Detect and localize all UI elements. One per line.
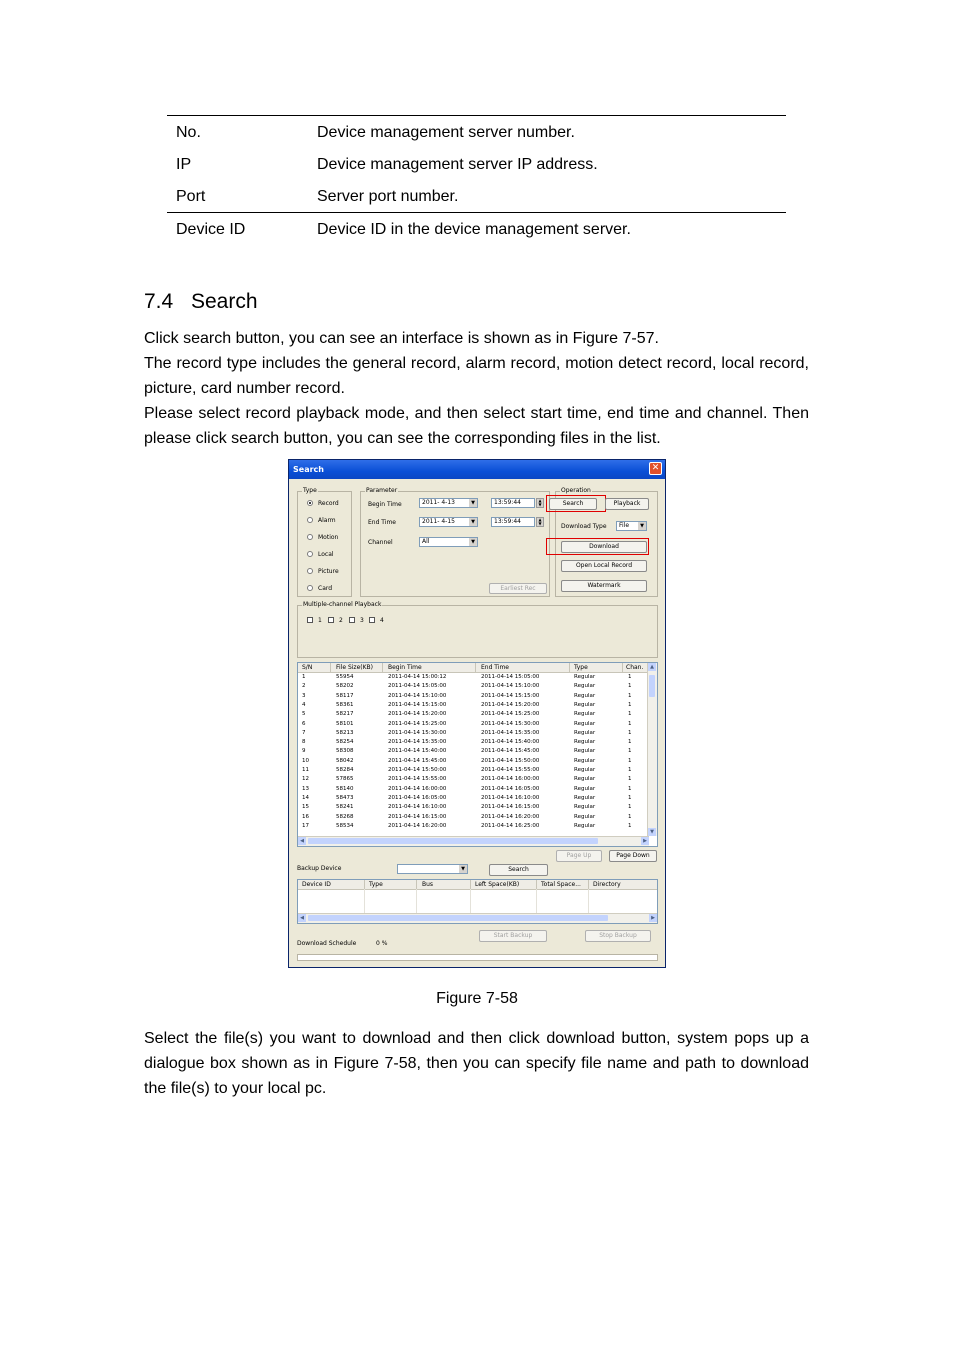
parameter-group-label: Parameter xyxy=(366,487,398,494)
table-cell: 13 xyxy=(302,785,309,792)
table-cell: 2011-04-14 15:15:00 xyxy=(388,701,447,708)
column-header: File Size(KB) xyxy=(336,664,373,671)
radio-card[interactable] xyxy=(307,585,313,591)
table-row[interactable] xyxy=(298,701,649,710)
table-cell: 1 xyxy=(628,776,632,783)
device-list-header xyxy=(298,880,657,890)
table-cell: 58042 xyxy=(336,757,354,764)
table-cell: 2011-04-14 15:50:00 xyxy=(388,767,447,773)
table-cell: 2011-04-14 15:25:00 xyxy=(481,711,540,718)
paragraph-instructions: Please select record playback mode, and then select start time, end time and channel. Then please click search button, you can see the corresponding files in the list. xyxy=(144,405,809,447)
channel-1-checkbox[interactable] xyxy=(307,617,313,623)
table-row[interactable] xyxy=(298,785,649,794)
channel-label: Channel xyxy=(368,539,393,546)
table-cell: Regular xyxy=(574,701,596,708)
radio-motion[interactable] xyxy=(307,534,313,540)
column-header: Type xyxy=(369,881,383,888)
search-button[interactable]: Search xyxy=(549,498,597,510)
table-cell: 2011-04-14 15:05:00 xyxy=(388,683,447,690)
search-highlight-box xyxy=(546,495,606,512)
table-cell: 4 xyxy=(302,701,306,708)
table-cell: 2011-04-14 15:55:00 xyxy=(388,776,447,783)
table-cell: Regular xyxy=(574,748,596,755)
table-cell: 2011-04-14 15:30:00 xyxy=(481,720,540,727)
table-cell: 58117 xyxy=(336,692,354,699)
table-cell: Regular xyxy=(574,711,596,718)
table-cell: 58268 xyxy=(336,813,354,820)
type-group-label: Type xyxy=(303,487,317,494)
chevron-right-icon[interactable]: ▶ xyxy=(649,914,657,922)
channel-select[interactable]: All ▼ xyxy=(419,537,478,547)
table-cell: 1 xyxy=(302,674,306,680)
table-cell: Regular xyxy=(574,794,596,801)
file-list-hscrollbar[interactable] xyxy=(298,836,649,846)
table-cell: 2011-04-14 15:10:00 xyxy=(481,683,540,690)
table-cell: 1 xyxy=(628,822,632,829)
table-cell: 58534 xyxy=(336,822,354,829)
column-header: Directory xyxy=(593,881,621,888)
table-cell: 9 xyxy=(302,748,306,755)
table-cell: 2011-04-14 16:20:00 xyxy=(388,822,447,829)
radio-label: Picture xyxy=(318,568,339,575)
paragraph-intro: Click search button, you can see an interface is shown as in Figure 7-57. xyxy=(144,330,659,347)
radio-label: Record xyxy=(318,500,339,507)
table-cell: 58140 xyxy=(336,785,354,792)
table-cell: 2011-04-14 16:05:00 xyxy=(388,794,447,801)
end-time-spinner[interactable]: ▲ ▼ xyxy=(536,517,544,527)
end-time-input[interactable]: 13:59:44 xyxy=(491,517,535,527)
channel-label: 1 xyxy=(318,617,322,624)
table-cell: 55954 xyxy=(336,674,354,680)
table-cell: 1 xyxy=(628,767,632,773)
chevron-down-icon: ▼ xyxy=(459,865,467,873)
table-cell: 58308 xyxy=(336,748,354,755)
channel-label: 2 xyxy=(339,617,343,624)
section-heading xyxy=(144,290,258,314)
table-row[interactable] xyxy=(298,803,649,812)
radio-picture[interactable] xyxy=(307,568,313,574)
table-cell: 2011-04-14 15:05:00 xyxy=(481,674,540,680)
table-cell: 1 xyxy=(628,701,632,708)
chevron-down-icon: ▼ xyxy=(469,538,477,546)
table-cell: 10 xyxy=(302,757,309,764)
param-name: IP xyxy=(176,156,192,173)
file-list-vscrollbar[interactable] xyxy=(647,663,657,836)
table-cell: 3 xyxy=(302,692,306,699)
column-header: End Time xyxy=(481,664,509,671)
download-highlight-box xyxy=(546,538,649,555)
table-row xyxy=(167,213,786,245)
channel-label: 3 xyxy=(360,617,364,624)
radio-record[interactable] xyxy=(307,500,313,506)
table-row xyxy=(167,116,786,148)
table-cell: 1 xyxy=(628,683,632,690)
param-desc: Device management server number. xyxy=(317,124,575,141)
table-cell: Regular xyxy=(574,674,596,680)
table-cell: 2011-04-14 15:35:00 xyxy=(388,739,447,746)
scroll-thumb[interactable] xyxy=(649,675,655,697)
table-cell: 2011-04-14 16:10:00 xyxy=(481,794,540,801)
channel-label: 4 xyxy=(380,617,384,624)
table-cell: 58361 xyxy=(336,701,354,708)
radio-label: Card xyxy=(318,585,333,592)
multichannel-group-label: Multiple-channel Playback xyxy=(303,601,382,608)
table-row[interactable] xyxy=(298,673,649,682)
section-number: 7.4 xyxy=(144,290,174,313)
begin-time-input[interactable]: 13:59:44 xyxy=(491,498,535,508)
column-header: S/N xyxy=(302,664,313,671)
table-cell: 2011-04-14 15:30:00 xyxy=(388,729,447,736)
table-cell: 2011-04-14 15:45:00 xyxy=(481,748,540,755)
table-cell: 16 xyxy=(302,813,309,820)
param-name: Device ID xyxy=(176,221,246,238)
radio-alarm[interactable] xyxy=(307,517,313,523)
table-row[interactable] xyxy=(298,794,649,803)
watermark-button[interactable]: Watermark xyxy=(561,580,647,592)
earliest-rec-button[interactable]: Earliest Rec xyxy=(489,583,547,594)
table-cell: 2011-04-14 15:55:00 xyxy=(481,767,540,773)
chevron-up-icon[interactable]: ▲ xyxy=(648,663,656,671)
column-header: Total Space... xyxy=(541,881,581,888)
table-cell: 11 xyxy=(302,767,309,773)
radio-label: Motion xyxy=(318,534,339,541)
table-cell: 2011-04-14 16:05:00 xyxy=(481,785,540,792)
table-cell: Regular xyxy=(574,767,596,773)
search-dialog xyxy=(288,459,666,968)
table-cell: 1 xyxy=(628,794,632,801)
table-cell: 5 xyxy=(302,711,306,718)
table-cell: 1 xyxy=(628,748,632,755)
figure-caption: Figure 7-58 xyxy=(436,990,518,1007)
table-cell: 6 xyxy=(302,720,306,727)
table-cell: Regular xyxy=(574,822,596,829)
column-header: Bus xyxy=(422,881,434,888)
table-cell: 2011-04-14 16:00:00 xyxy=(481,776,540,783)
table-cell: 17 xyxy=(302,822,309,829)
table-cell: 2011-04-14 15:45:00 xyxy=(388,757,447,764)
param-name: Port xyxy=(176,188,206,205)
column-header: Begin Time xyxy=(388,664,422,671)
table-cell: 58254 xyxy=(336,739,354,746)
dialog-titlebar xyxy=(289,460,665,479)
begin-time-spinner[interactable]: ▲ ▼ xyxy=(536,498,544,508)
table-cell: 1 xyxy=(628,711,632,718)
table-cell: 8 xyxy=(302,739,306,746)
table-cell: 2011-04-14 16:15:00 xyxy=(481,804,540,811)
chevron-down-icon: ▼ xyxy=(469,518,477,526)
channel-4-checkbox[interactable] xyxy=(369,617,375,623)
table-row xyxy=(167,148,786,180)
page-down-button[interactable]: Page Down xyxy=(609,850,657,862)
download-progress-bar xyxy=(297,954,658,961)
table-row[interactable] xyxy=(298,729,649,738)
table-row[interactable] xyxy=(298,766,649,775)
table-cell: 1 xyxy=(628,757,632,764)
table-cell: Regular xyxy=(574,692,596,699)
table-row[interactable] xyxy=(298,757,649,766)
operation-group-label: Operation xyxy=(561,487,591,494)
table-row xyxy=(167,180,786,212)
table-cell: 15 xyxy=(302,804,309,811)
param-desc: Device ID in the device management server. xyxy=(317,221,631,238)
table-cell: 58241 xyxy=(336,804,354,811)
param-desc: Server port number. xyxy=(317,188,459,205)
radio-local[interactable] xyxy=(307,551,313,557)
table-cell: 2011-04-14 16:00:00 xyxy=(388,785,447,792)
table-cell: 2011-04-14 15:20:00 xyxy=(481,701,540,708)
table-cell: 7 xyxy=(302,729,306,736)
table-cell: Regular xyxy=(574,739,596,746)
param-desc: Device management server IP address. xyxy=(317,156,598,173)
table-row[interactable] xyxy=(298,692,649,701)
table-cell: 1 xyxy=(628,804,632,811)
start-backup-button[interactable]: Start Backup xyxy=(479,930,547,942)
chevron-down-icon: ▼ xyxy=(469,499,477,507)
table-cell: 2011-04-14 16:10:00 xyxy=(388,804,447,811)
column-header: Type xyxy=(574,664,588,671)
backup-device-label: Backup Device xyxy=(297,865,342,872)
download-type-label: Download Type xyxy=(561,523,607,530)
table-row[interactable] xyxy=(298,738,649,747)
table-cell: Regular xyxy=(574,720,596,727)
device-list[interactable] xyxy=(297,879,658,924)
table-cell: 1 xyxy=(628,813,632,820)
end-time-label: End Time xyxy=(368,519,396,526)
table-cell: 2 xyxy=(302,683,306,690)
page-up-button[interactable]: Page Up xyxy=(556,850,602,862)
chevron-left-icon[interactable]: ◀ xyxy=(298,914,306,922)
download-button[interactable]: Download xyxy=(561,541,647,553)
channel-2-checkbox[interactable] xyxy=(328,617,334,623)
download-schedule-label: Download Schedule xyxy=(297,940,357,947)
table-cell: Regular xyxy=(574,729,596,736)
scroll-thumb[interactable] xyxy=(308,915,608,921)
channel-3-checkbox[interactable] xyxy=(349,617,355,623)
chevron-left-icon[interactable]: ◀ xyxy=(298,837,306,845)
table-row[interactable] xyxy=(298,710,649,719)
table-cell: 2011-04-14 15:00:12 xyxy=(388,674,447,680)
table-cell: 14 xyxy=(302,794,309,801)
table-row[interactable] xyxy=(298,720,649,729)
begin-time-label: Begin Time xyxy=(368,501,402,508)
table-cell: 1 xyxy=(628,720,632,727)
table-cell: 58284 xyxy=(336,767,354,773)
table-cell: 58473 xyxy=(336,794,354,801)
parameter-table xyxy=(167,115,786,245)
file-list[interactable] xyxy=(297,662,658,847)
table-cell: 58101 xyxy=(336,720,354,727)
chevron-down-icon: ▼ xyxy=(638,522,646,530)
backup-search-button[interactable]: Search xyxy=(489,864,548,876)
table-cell: 12 xyxy=(302,776,309,783)
table-cell: 1 xyxy=(628,692,632,699)
table-cell: 58217 xyxy=(336,711,354,718)
table-cell: Regular xyxy=(574,757,596,764)
radio-label: Local xyxy=(318,551,334,558)
table-cell: 2011-04-14 15:35:00 xyxy=(481,729,540,736)
table-row[interactable] xyxy=(298,775,649,784)
column-header: Chan. xyxy=(626,664,644,671)
table-row[interactable] xyxy=(298,747,649,756)
dialog-title: Search xyxy=(293,465,324,474)
table-cell: 1 xyxy=(628,739,632,746)
scroll-thumb[interactable] xyxy=(308,838,598,844)
table-cell: 2011-04-14 15:40:00 xyxy=(388,748,447,755)
table-cell: 1 xyxy=(628,785,632,792)
table-cell: Regular xyxy=(574,776,596,783)
table-cell: 2011-04-14 15:40:00 xyxy=(481,739,540,746)
table-cell: 2011-04-14 15:15:00 xyxy=(481,692,540,699)
close-icon[interactable]: ✕ xyxy=(649,462,662,475)
download-schedule-value: 0 % xyxy=(376,940,388,947)
table-row[interactable] xyxy=(298,682,649,691)
table-cell: 2011-04-14 16:20:00 xyxy=(481,813,540,820)
table-cell: Regular xyxy=(574,785,596,792)
multichannel-group xyxy=(297,601,658,658)
table-cell: 2011-04-14 15:50:00 xyxy=(481,757,540,764)
device-list-hscrollbar[interactable] xyxy=(298,913,657,923)
table-cell: Regular xyxy=(574,804,596,811)
table-cell: 2011-04-14 16:15:00 xyxy=(388,813,447,820)
table-cell: 2011-04-14 15:10:00 xyxy=(388,692,447,699)
table-cell: 2011-04-14 15:20:00 xyxy=(388,711,447,718)
table-cell: Regular xyxy=(574,813,596,820)
radio-label: Alarm xyxy=(318,517,336,524)
table-cell: Regular xyxy=(574,683,596,690)
table-cell: 2011-04-14 16:25:00 xyxy=(481,822,540,829)
table-cell: 58202 xyxy=(336,683,354,690)
stop-backup-button[interactable]: Stop Backup xyxy=(585,930,651,942)
download-type-select[interactable]: File ▼ xyxy=(616,521,647,531)
table-cell: 1 xyxy=(628,729,632,736)
table-row[interactable] xyxy=(298,813,649,822)
table-cell: 57865 xyxy=(336,776,354,783)
table-cell: 2011-04-14 15:25:00 xyxy=(388,720,447,727)
column-header: Device ID xyxy=(302,881,331,888)
paragraph-record-types: The record type includes the general record, alarm record, motion detect record, local record, picture, card number record. xyxy=(144,355,809,397)
chevron-right-icon[interactable]: ▶ xyxy=(641,837,649,845)
table-cell: 1 xyxy=(628,674,632,680)
end-date-select[interactable]: 2011- 4-15 ▼ xyxy=(419,517,478,527)
begin-date-select[interactable]: 2011- 4-13 ▼ xyxy=(419,498,478,508)
paragraph-download: Select the file(s) you want to download and then click download button, system pops up a dialogue box shown as in Figure 7-58, then you can specify file name and path to download the file(s) to your local pc. xyxy=(144,1030,809,1097)
playback-button[interactable]: Playback xyxy=(605,498,649,510)
section-title: Search xyxy=(191,290,258,313)
table-row[interactable] xyxy=(298,822,649,831)
table-cell: 58213 xyxy=(336,729,354,736)
param-name: No. xyxy=(176,124,201,141)
backup-device-select[interactable] xyxy=(397,864,468,874)
column-header: Left Space(KB) xyxy=(475,881,520,888)
chevron-down-icon[interactable]: ▼ xyxy=(648,828,656,836)
file-list-header xyxy=(298,663,649,673)
open-local-record-button[interactable]: Open Local Record xyxy=(561,560,647,572)
